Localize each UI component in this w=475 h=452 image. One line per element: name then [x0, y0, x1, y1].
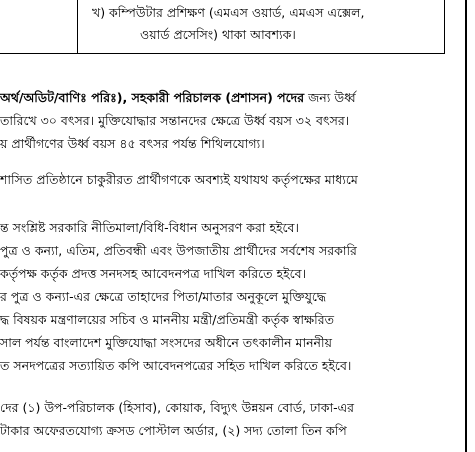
quota-rules-line: দ্ধ বিষয়ক মন্ত্রণালয়ের সচিব ও মাননীয় মন্ত্রী/প্রতিমন্ত্রী কর্তৃক স্বাক্ষরিত	[0, 312, 334, 327]
quota-rules-line: ন্ত সংশ্লিষ্ট সরকারি নীতিমালা/বিধি-বিধান অনুসরণ করা হইবে।	[0, 220, 299, 235]
application-docs-line: টাকার অফেরতযোগ্য ক্রসড পোস্টাল অর্ডার, (২) সদ্য তোলা তিন কপি	[0, 423, 347, 438]
quota-rules-line: কর্তৃপক্ষ কর্তৃক প্রদত্ত সনদসহ আবেদনপত্র দাখিল করিতে হইবে।	[0, 266, 307, 281]
age-limit-text: জন্য উর্ধ্ব	[304, 90, 356, 105]
age-limit-line: তারিখে ৩০ বৎসর। মুক্তিযোদ্ধার সন্তানদের ক্ষেত্রে উর্ধ্ব বয়স ৩২ বৎসর।	[0, 113, 350, 128]
quota-rules-line: ত সনদপত্রের সত্যায়িত কপি আবেদনপত্রের সহিত দাখিল করিতে হইবে।	[0, 358, 352, 373]
application-docs-line: দের (১) উপ-পরিচালক (হিসাব), কোয়াক, বিদ্যুৎ উন্নয়ন বোর্ড, ঢাকা-এর	[0, 400, 355, 415]
quota-rules-line: র পুত্র ও কন্যা-এর ক্ষেত্রে তাহাদের পিতা/মাতার অনুকূলে মুক্তিযুদ্ধে	[0, 289, 327, 304]
table-bottom-border	[0, 53, 77, 54]
quota-rules-line: পুত্র ও কন্যা, এতিম, প্রতিবন্ধী এবং উপজাতীয় প্রার্থীদের সর্বশেষ সরকারি	[0, 243, 357, 258]
age-limit-line: য় প্রার্থীগণের উর্ধ্ব বয়স ৪৫ বৎসর পর্যন্ত শিথিলযোগ্য।	[0, 136, 265, 151]
table-requirement-line: খ) কম্পিউটার প্রশিক্ষণ (এমএস ওয়ার্ড, এমএস এক্সেল,	[92, 5, 365, 20]
post-names-bold: অর্থ/অডিট/বাণিঃ পরিঃ), সহকারী পরিচালক (প্রশাসন) পদের	[0, 90, 305, 105]
quota-rules-line: সাল পর্যন্ত বাংলাদেশ মুক্তিযোদ্ধা সংসদের অধীনে তৎকালীন মাননীয়	[0, 335, 332, 350]
page-frame-border	[465, 0, 467, 452]
age-limit-line	[0, 88, 462, 108]
table-requirement-line: ওয়ার্ড প্রসেসিং) থাকা আবশ্যক।	[140, 27, 296, 42]
employed-candidates-line: শাসিত প্রতিষ্ঠানে চাকুরীরত প্রার্থীগণকে অবশ্যই যথাযথ কর্তৃপক্ষের মাধ্যমে	[0, 172, 358, 187]
